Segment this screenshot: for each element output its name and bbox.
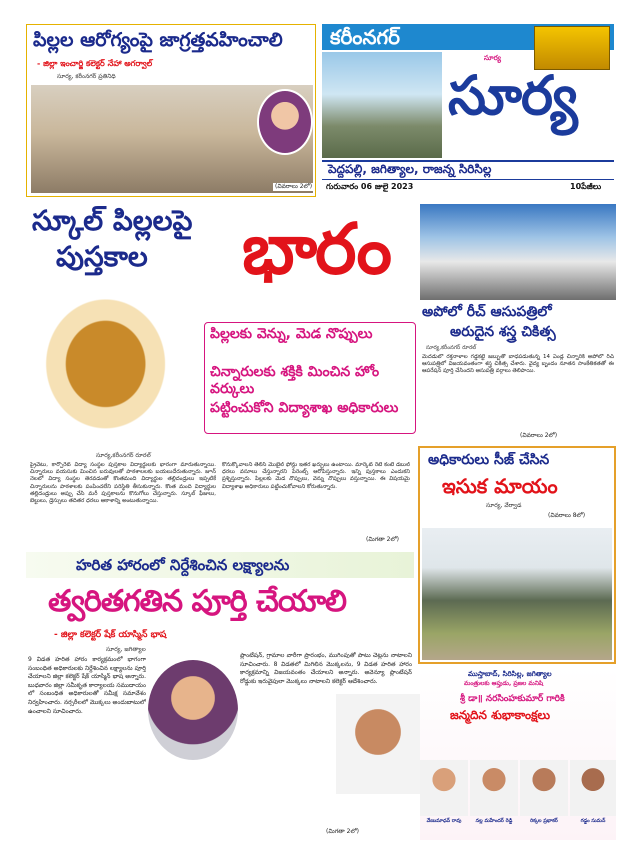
sand-story	[418, 446, 616, 664]
main-story-bullet-1: పిల్లలకు వెన్ను, మెడ నొప్పులు	[210, 326, 373, 342]
haritha-credit: సూర్య, జగిత్యాల	[106, 646, 146, 653]
ad-person-3: రిక్కల ప్రభాకర్	[530, 818, 558, 824]
ad-top: ముస్తాబాద్, సిరిసిల్ల, జగిత్యాల	[468, 670, 552, 678]
sand-photo	[422, 528, 612, 660]
sand-more: (వివరాలు 8లో)	[548, 512, 586, 519]
main-story-bullet-3: పట్టించుకోని విద్యాశాఖ అధికారులు	[210, 400, 399, 416]
masthead-photo	[322, 52, 442, 158]
main-story-body-left: ప్రైవేటు, కార్పొరేట్ విద్యా సంస్థల పుస్తకాల విద్యార్థులకు భారంగా మారుతున్నాయి. చిన్నారులు వయసుకు మించిన బరువులతో పాఠశాలలకు బయలుదేరుతున్నారు. జూన్ నెలలో విద్యా సంస్థల తెరవడంతో కొంతమంది విద్యార్థుల తల్లిదండ్రులు ఇప్పటికే చిన్నారులను పాఠశాలకు పంపించలేని పరిస్థితి తీసుకున్నారు. కొంత మంది విద్యార్థుల తల్లిదండ్రులు అప్పు చేసి మరీ పుస్తకాలను కొనుగోలు చేస్తున్నారు. స్కూల్ ఫీజులు, బెల్టులు, డ్రెస్సులు తదితర ధరలు ఆకాశాన్ని అంటుతున్నాయి.	[30, 462, 216, 505]
ad-photo-2	[470, 760, 518, 816]
masthead-name: సూర్య	[448, 64, 577, 127]
masthead-city: కరీంనగర్	[330, 25, 400, 49]
apollo-photo	[420, 204, 616, 300]
haritha-sub: - జిల్లా కలెక్టర్ షేక్ యాస్మిన్ భాష	[54, 630, 167, 640]
apollo-story	[420, 204, 616, 442]
masthead	[322, 24, 614, 194]
haritha-more: (మిగతా 2లో)	[326, 828, 359, 835]
birthday-ad	[420, 668, 616, 840]
ad-main-portrait	[336, 694, 420, 794]
ad-person-4: గడ్డం సుమన్	[580, 818, 606, 824]
main-story-credit: సూర్య,కరీంనగర్ రూరల్	[96, 452, 151, 459]
ad-portrait	[270, 688, 340, 772]
top-story-headline: పిల్లల ఆరోగ్యంపై జాగ్రత్తవహించాలి	[33, 29, 283, 51]
haritha-photo	[148, 660, 238, 760]
haritha-headline: త్వరితగతిన పూర్తి చేయాలి	[48, 584, 347, 619]
ad-person-1: వేణుమాధవ్ రావు	[426, 818, 462, 824]
apollo-headline-2: అరుదైన శస్త్ర చికిత్స	[450, 324, 556, 340]
apollo-body: మెదడులో రక్తనాళాల గడ్డకట్టే జబ్బుతో బాధపడుతున్న 14 ఏండ్ల చిన్నారికి అపోలో రీచ్ ఆసుపత్రిలో విజయవంతంగా శస్త్ర చికిత్స చేశారు. వైద్య బృందం నూతన సాంకేతికతతో ఈ ఆపరేషన్ పూర్తి చేసిందని ఆసుపత్రి వర్గాలు తెలిపాయి.	[422, 354, 614, 375]
top-story-more: (వివరాలు 2లో)	[275, 183, 313, 190]
main-story-illustration	[30, 282, 198, 464]
haritha-kicker: హరిత హారంలో నిర్దేశించిన లక్ష్యాలను	[76, 556, 290, 574]
sand-credit: సూర్య, వేర్వాడ	[486, 502, 522, 509]
top-story-credit: సూర్య, కరీంనగర్ ప్రతినిధి	[57, 73, 116, 80]
ad-sub: మంత్రులకు ఆప్తుడు, ప్రజల మనిషి	[464, 680, 544, 687]
ad-name: శ్రీ డా॥ నరసింహకుమార్ గారికి	[460, 694, 565, 704]
top-story-inset-photo	[257, 89, 313, 155]
main-story-more: (మిగతా 2లో)	[366, 536, 399, 543]
masthead-pages: 10పేజీలు	[570, 182, 602, 191]
masthead-date: గురువారం 06 జులై 2023	[326, 182, 414, 191]
ad-photo-4	[570, 760, 616, 816]
top-story-box	[26, 24, 316, 197]
main-story-bullet-2: చిన్నారులకు శక్తికి మించిన హోం వర్కులు	[210, 364, 380, 397]
top-story-sub: - జిల్లా ఇంచార్జి కలెక్టర్ నేహా అగర్వాల్	[37, 59, 153, 68]
masthead-districts: పెద్దపల్లి, జగిత్యాల, రాజన్న సిరిసిల్ల	[328, 162, 492, 176]
haritha-body-left: 9 విడత హరిత హారం కార్యక్రమంలో భాగంగా సంబంధిత అధికారులకు నిర్దేశించిన లక్ష్యాలను పూర్తి చేయాలని జిల్లా కలెక్టర్ షేక్ యాస్మిన్ భాష అన్నారు. బుధవారం జిల్లా సమీకృత కార్యాలయ సముదాయం లో సంబంధిత అధికారులతో సమీక్ష సమావేశం నిర్వహించారు. నర్సరీలలో మొక్కలు అందుబాటులో ఉంచాలని సూచించారు.	[28, 656, 146, 715]
sand-headline-1: అధికారులు సీజ్ చేసిన	[428, 452, 550, 468]
masthead-logo-tag: సూర్య	[484, 54, 501, 62]
apollo-headline-1: అపోలో రీచ్ ఆసుపత్రిలో	[422, 304, 552, 320]
main-story-line1: స్కూల్ పిల్లలపై	[32, 204, 193, 237]
apollo-credit: సూర్య,కరీంనగర్ రూరల్	[426, 345, 477, 351]
main-story-body-right: కొనుక్కోవాలని తెలిసి మొబైల్ ఫోన్లు ఇతర ఖర్చులు ఉంటాయి. మార్కెట్ రేటే కంటే డబుల్ ధరలు వసూలు చేస్తున్నారని పేరెంట్స్ ఆరోపిస్తున్నారు. ఇన్ని పుస్తకాలు ఎందుకని ప్రశ్నిస్తున్నారు. పిల్లలకు మెడ నొప్పులు, వెన్ను నొప్పులు వస్తున్నాయి. ఈ విషయమై విద్యాశాఖ అధికారులు పట్టించుకోవాలని కోరుతున్నారు.	[222, 462, 410, 490]
haritha-body-right: ప్లాంటేషన్, గ్రామాల వారీగా ప్రారంభం, ముగింపుతో పాటు చెట్లను నాటాలని సూచించారు. 8 విడతలో మిగిలిన మొక్కలను, 9 విడత హరిత హారం కార్యక్రమాన్ని విజయవంతం చేయాలని అన్నారు. అవెన్యూ ప్లాంటేషన్ రోడ్డుకు ఇరువైపులా మొక్కలు నాటాలని కలెక్టర్ ఆదేశించారు.	[240, 652, 412, 685]
ad-photo-3	[520, 760, 568, 816]
ad-wish: జన్మదిన శుభాకాంక్షలు	[450, 708, 551, 722]
main-story-line2: పుస్తకాల	[56, 240, 148, 273]
main-story	[26, 204, 414, 547]
apollo-more: (వివరాలు 2లో)	[520, 432, 558, 439]
ad-photo-1	[420, 760, 468, 816]
main-story-big: భారం	[242, 208, 391, 290]
ad-person-2: నల్ల మహేందర్ రెడ్డి	[475, 818, 513, 824]
sand-headline-2: ఇసుక మాయం	[442, 474, 558, 498]
